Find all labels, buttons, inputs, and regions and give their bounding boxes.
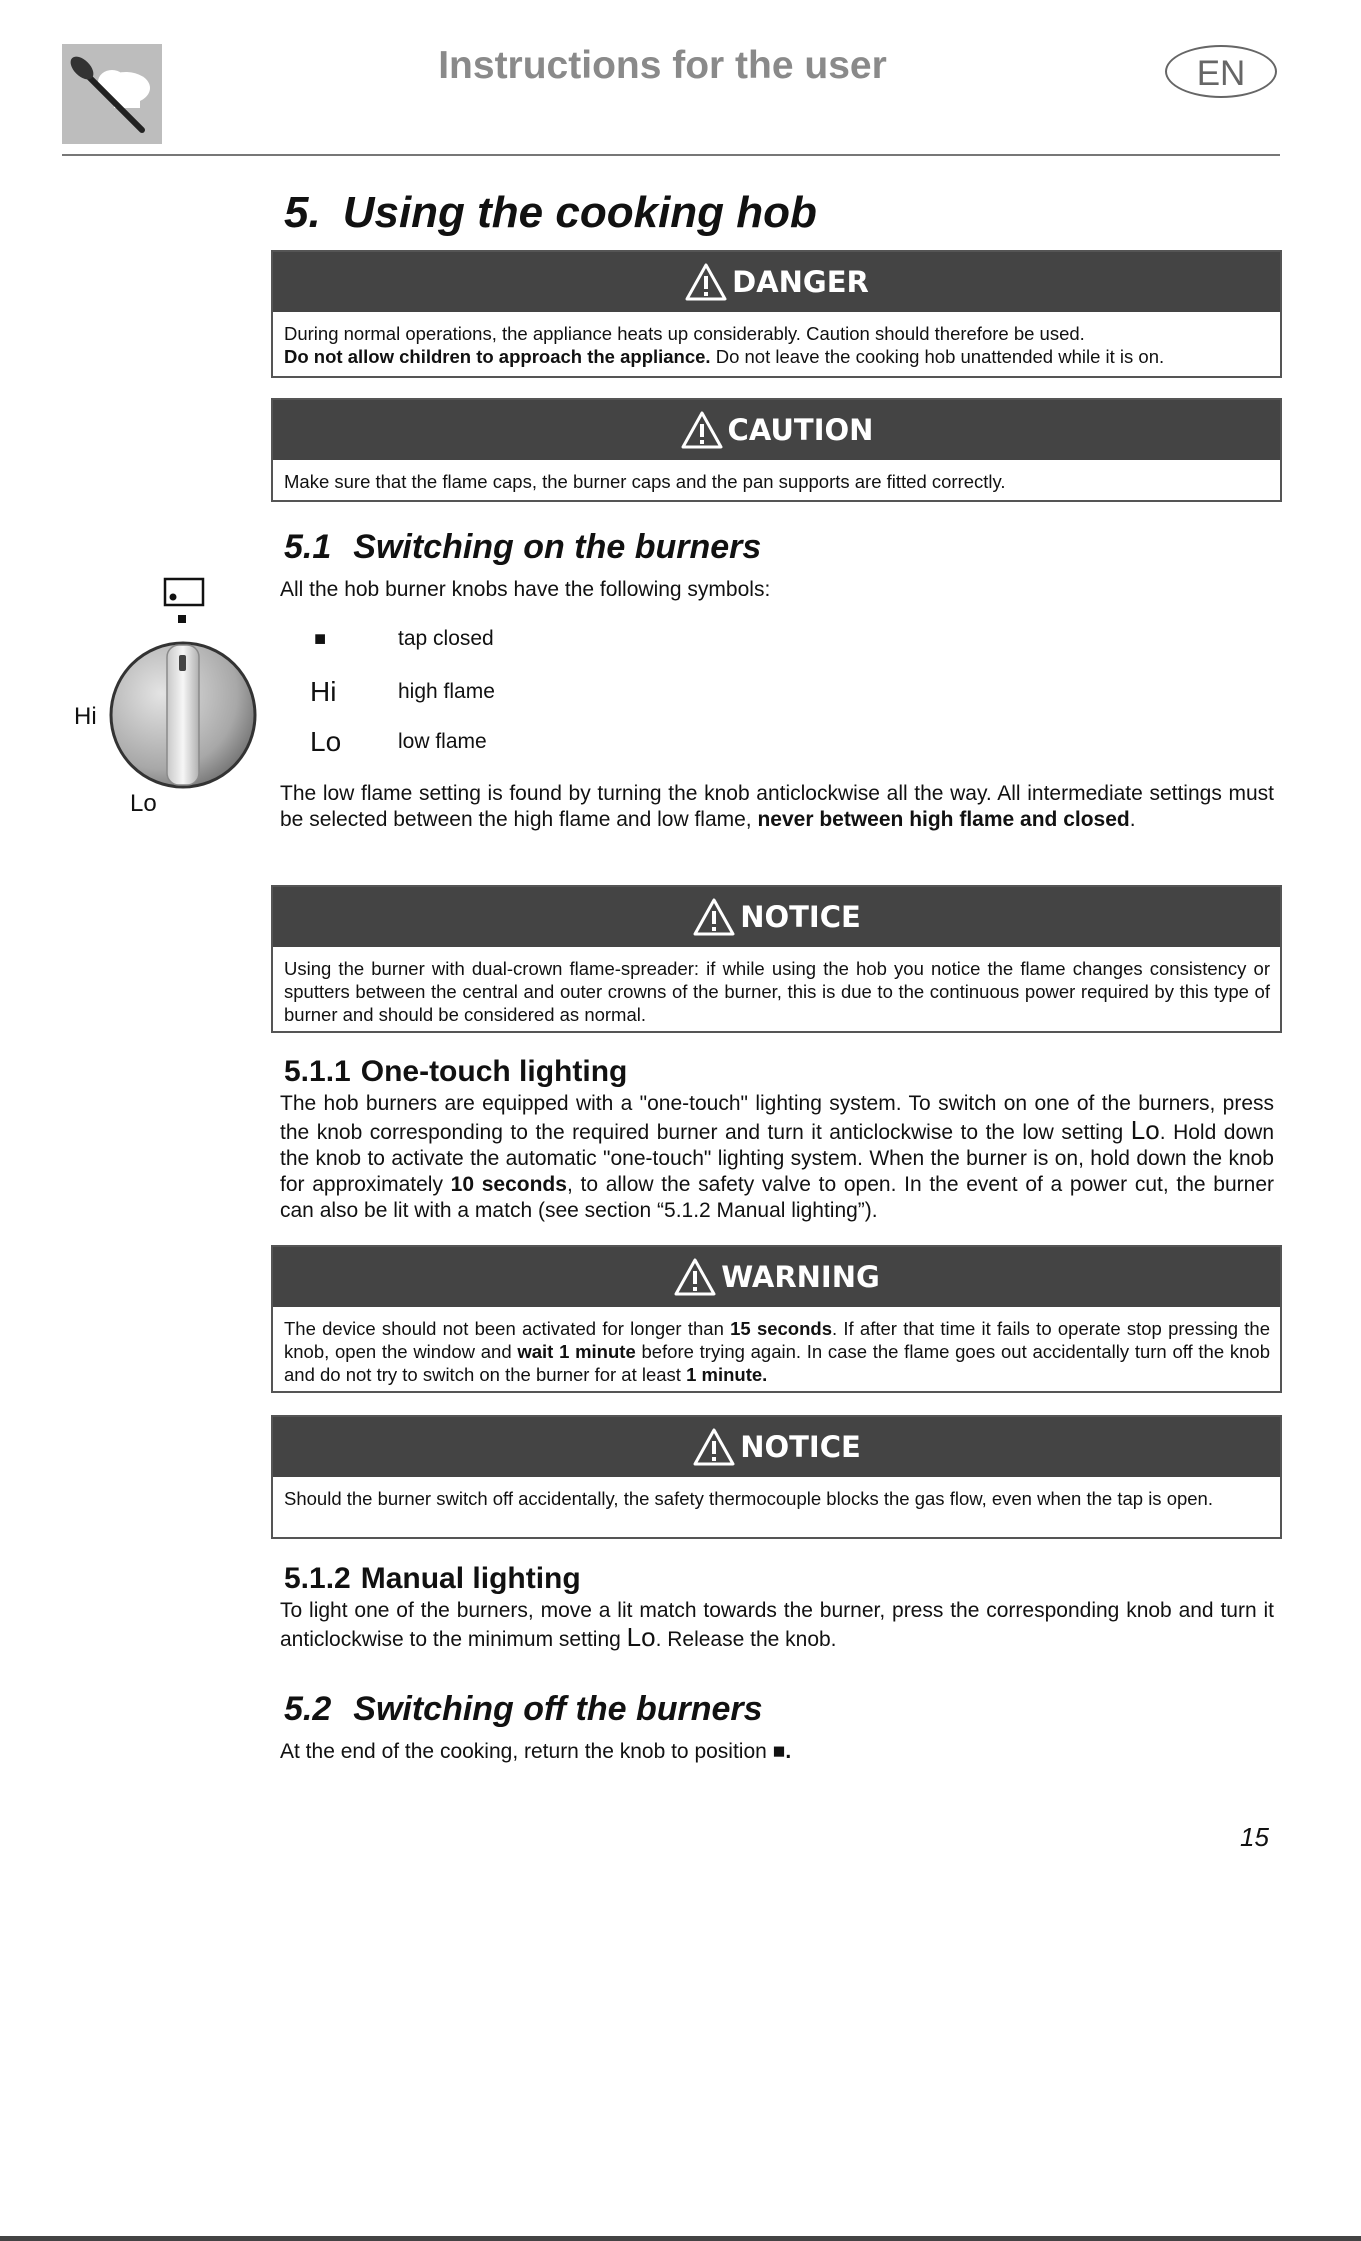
caution-box <box>271 398 1282 502</box>
caution-label: CAUTION <box>727 413 874 447</box>
one-touch-paragraph <box>280 1091 1274 1224</box>
warning-triangle-icon <box>692 1427 736 1467</box>
section-5-heading <box>284 188 817 238</box>
paragraph-text: The low flame setting is found by turning the knob anticlockwise all the way. All intermediate settings must be selected between the high flame and low flame, <box>280 782 1274 831</box>
warning-text: The device should not been activated for longer than <box>284 1318 731 1339</box>
header-title: Instructions for the user <box>438 44 887 87</box>
section-number: 5.2 <box>284 1690 332 1728</box>
paragraph-text: At the end of the cooking, return the knob to position <box>280 1740 773 1763</box>
symbols-intro: All the hob burner knobs have the following symbols: <box>280 578 771 601</box>
section-number: 5.1 <box>284 528 332 566</box>
manual-lighting-paragraph <box>280 1598 1274 1653</box>
notice-label: NOTICE <box>740 900 861 934</box>
language-badge: EN <box>1165 45 1277 98</box>
hi-symbol: Hi <box>310 676 337 707</box>
danger-body <box>273 312 1280 376</box>
danger-label: DANGER <box>732 265 869 299</box>
warning-triangle-icon <box>692 897 736 937</box>
flame-setting-paragraph <box>280 781 1274 833</box>
burner-knob-icon <box>70 575 270 835</box>
section-5-1-heading <box>284 528 761 567</box>
paragraph-text: The hob burners are equipped with a "one-touch" lighting system. To switch on one of the burners, press the knob corresponding to the required burner and turn it anticlockwise to the low setting <box>280 1092 1274 1144</box>
danger-header <box>273 252 1280 312</box>
section-number: 5.1.2 <box>284 1562 351 1595</box>
bottom-edge-bar <box>0 2236 1361 2241</box>
knob-lo-label: Lo <box>130 790 157 817</box>
symbol-desc: tap closed <box>398 627 494 650</box>
section-number: 5.1.1 <box>284 1055 351 1088</box>
paragraph-text: , to allow the safety valve to open. In the event of a power cut, the burner can also be lit with a match (see section “5.1.2 Manual lighting”). <box>280 1173 1274 1222</box>
danger-line-2: Do not leave the cooking hob unattended while it is on. <box>710 346 1165 367</box>
paragraph-text: To light one of the burners, move a lit match towards the burner, press the corresponding knob and turn it anticlockwise to the minimum setting <box>280 1599 1274 1651</box>
section-number: 5. <box>284 188 321 237</box>
lo-symbol: Lo <box>310 726 342 757</box>
symbol-row-lo <box>310 726 487 758</box>
knob-hi-label: Hi <box>74 703 97 730</box>
warning-bold: wait 1 minute <box>517 1341 636 1362</box>
symbol-desc: high flame <box>398 680 495 703</box>
warning-triangle-icon <box>684 262 728 302</box>
section-title: Manual lighting <box>360 1562 581 1595</box>
warning-bold: 1 minute. <box>686 1364 768 1385</box>
lo-symbol: Lo <box>1130 1115 1160 1145</box>
section-title: Switching on the burners <box>353 528 762 566</box>
paragraph-text: . Hold down the knob to activate the automatic "one-touch" lighting system. When the burner is on, hold down the knob for approximately <box>280 1121 1274 1196</box>
paragraph-end: . <box>1129 808 1136 831</box>
symbol-desc: low flame <box>398 730 487 753</box>
caution-header <box>273 400 1280 460</box>
caution-body: Make sure that the flame caps, the burner caps and the pan supports are fitted correctly. <box>284 471 1006 492</box>
switch-off-paragraph <box>280 1739 1274 1765</box>
warning-triangle-icon <box>680 410 724 450</box>
paragraph-text: . Release the knob. <box>655 1628 837 1651</box>
notice-box-dual-crown <box>271 885 1282 1033</box>
warning-label: WARNING <box>721 1260 880 1294</box>
section-title: Using the cooking hob <box>342 188 817 237</box>
knob-illustration <box>70 575 270 835</box>
warning-text: . If after that time it fails to operate stop pressing the knob, open the window and <box>284 1318 1270 1362</box>
danger-box <box>271 250 1282 378</box>
section-5-1-1-heading <box>284 1055 627 1089</box>
symbol-row-closed <box>310 627 494 651</box>
notice-header <box>273 1417 1280 1477</box>
paragraph-bold: 10 seconds <box>450 1173 567 1196</box>
section-5-2-heading <box>284 1690 763 1729</box>
header-divider <box>62 154 1280 156</box>
warning-box <box>271 1245 1282 1393</box>
square-icon: ■ <box>314 627 327 650</box>
section-title: One-touch lighting <box>360 1055 628 1088</box>
section-5-1-2-heading <box>284 1562 581 1596</box>
notice-body: Should the burner switch off accidentally, the safety thermocouple blocks the gas flow, even when the tap is open. <box>284 1488 1213 1509</box>
lo-symbol: Lo <box>626 1622 656 1652</box>
warning-header <box>273 1247 1280 1307</box>
notice-label: NOTICE <box>740 1430 861 1464</box>
paragraph-bold: ■. <box>772 1740 792 1763</box>
warning-text: before trying again. In case the flame goes out accidentally turn off the knob and do not try to switch on the burner for at least <box>284 1341 1270 1385</box>
notice-body: Using the burner with dual-crown flame-spreader: if while using the hob you notice the flame changes consistency or sputters between the central and outer crowns of the burner, this is due to the continuous power required by this type of burner and should be considered as normal. <box>284 958 1270 1025</box>
danger-line-1: During normal operations, the appliance heats up considerably. Caution should therefore be used. <box>284 323 1085 344</box>
danger-bold-text: Do not allow children to approach the appliance. <box>284 346 711 367</box>
warning-bold: 15 seconds <box>730 1318 832 1339</box>
notice-header <box>273 887 1280 947</box>
warning-triangle-icon <box>673 1257 717 1297</box>
paragraph-bold: never between high flame and closed <box>757 808 1130 831</box>
notice-box-thermocouple <box>271 1415 1282 1539</box>
symbol-row-hi <box>310 676 495 708</box>
section-title: Switching off the burners <box>353 1690 763 1728</box>
warning-body <box>273 1307 1280 1394</box>
page-number: 15 <box>1240 1822 1269 1852</box>
